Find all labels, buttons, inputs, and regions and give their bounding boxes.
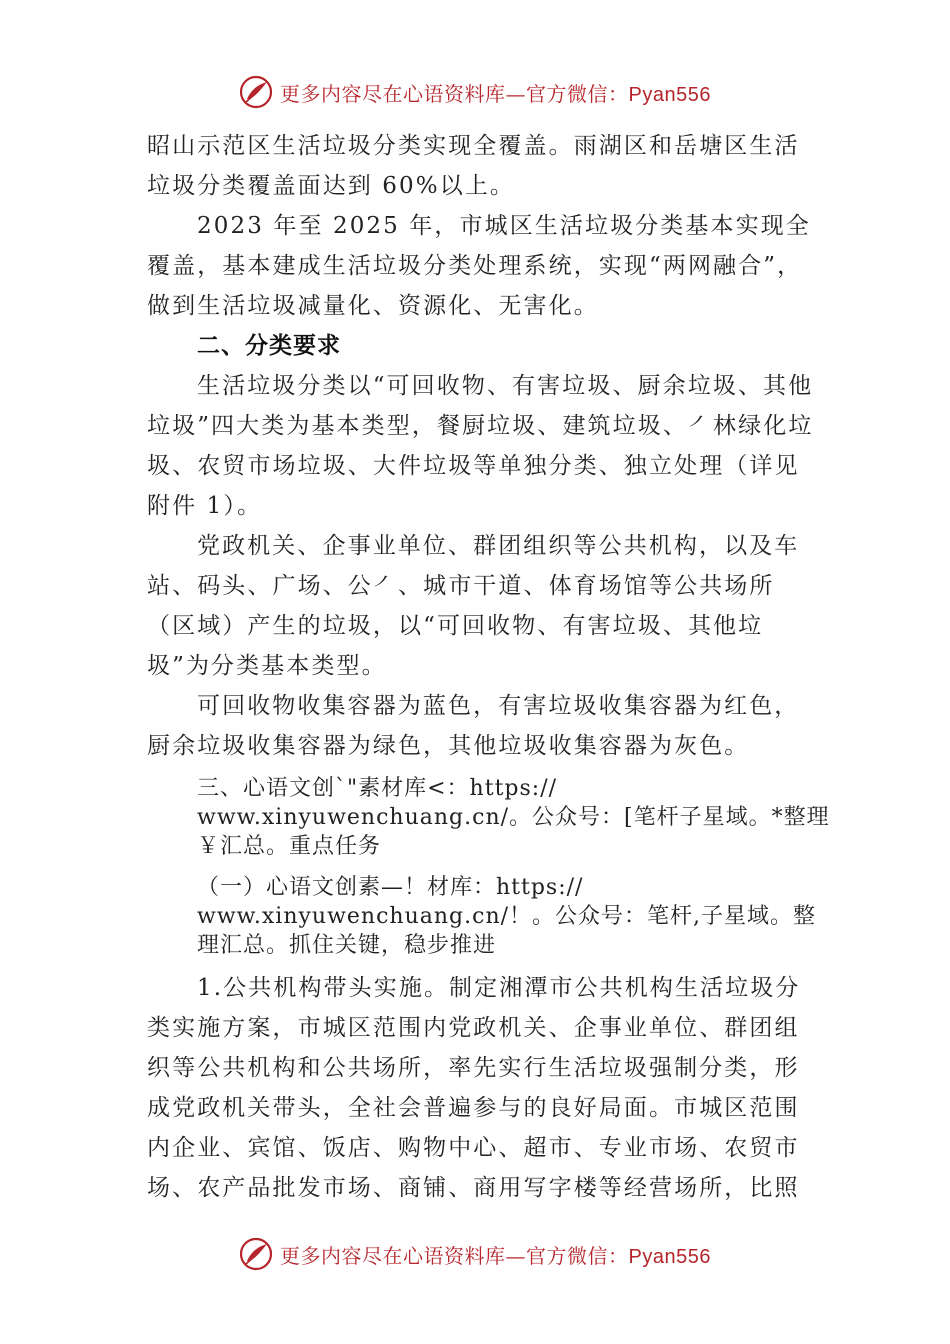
feather-logo-icon: [238, 1236, 274, 1272]
subheading-1-line-2: www.xinyuwenchuang.cn/！。公众号：笔杆,子星域。整: [197, 904, 817, 929]
wechat-id: Pyan556: [628, 1245, 711, 1268]
paragraph-4: 党政机关、企事业单位、群团组织等公共机构，以及车站、码头、广场、公㇒、城市干道、体育场馆等公共场所（区域）产生的垃圾，以“可回收物、有害垃圾、其他垃圾”为分类基本类型。: [147, 533, 800, 679]
footer-banner: [238, 1234, 758, 1274]
subheading-1-line-3: 理汇总。抓住关键，稳步推进: [197, 933, 497, 958]
document-body: [147, 126, 830, 1208]
heading-classification-requirements: 二、分类要求: [197, 333, 341, 359]
banner-text: 更多内容尽在心语资料库—官方微信：Pyan556: [280, 1243, 711, 1268]
wechat-id: Pyan556: [628, 83, 711, 106]
feather-logo-icon: [238, 74, 274, 110]
subheading-1-line-1: （一）心语文创素—！材库：https://: [197, 875, 584, 900]
paragraph-1-line-2: 垃圾分类覆盖面达到 60%以上。: [147, 173, 516, 199]
paragraph-5-line-2: 厨余垃圾收集容器为绿色，其他垃圾收集容器为灰色。: [147, 733, 750, 759]
heading-3-line-2: www.xinyuwenchuang.cn/。公众号：[笔杆子星域。*整理: [197, 805, 830, 830]
paragraph-1-line-1: 昭山示范区生活垃圾分类实现全覆盖。雨湖区和岳塘区生活: [147, 133, 800, 159]
paragraph-5-line-1: 可回收物收集容器为蓝色，有害垃圾收集容器为红色，: [197, 693, 800, 719]
banner-text: 更多内容尽在心语资料库—官方微信：Pyan556: [280, 81, 711, 106]
paragraph-6: 1.公共机构带头实施。制定湘潭市公共机构生活垃圾分类实施方案，市城区范围内党政机关、企事业单位、群团组织等公共机构和公共场所，率先实行生活垃圾强制分类，形成党政机关带头，全社会普遍参与的良好局面。市城区范围内企业、宾馆、饭店、购物中心、超市、专业市场、农贸市场、农产品批发市场、商铺、商用写字楼等经营场所，比照: [147, 975, 801, 1201]
header-banner: [238, 72, 758, 112]
heading-3-line-3: ￥汇总。重点任务: [197, 834, 382, 859]
paragraph-3: 生活垃圾分类以“可回收物、有害垃圾、厨余垃圾、其他垃圾”四大类为基本类型，餐厨垃圾、建筑垃圾、㇒林绿化垃圾、农贸市场垃圾、大件垃圾等单独分类、独立处理（详见附件 1）。: [147, 373, 814, 519]
heading-3-line-1: 三、心语文创`"素材库<：https://: [197, 776, 558, 801]
paragraph-2: 2023 年至 2025 年，市城区生活垃圾分类基本实现全覆盖，基本建成生活垃圾分类处理系统，实现“两网融合”，做到生活垃圾减量化、资源化、无害化。: [147, 213, 811, 319]
